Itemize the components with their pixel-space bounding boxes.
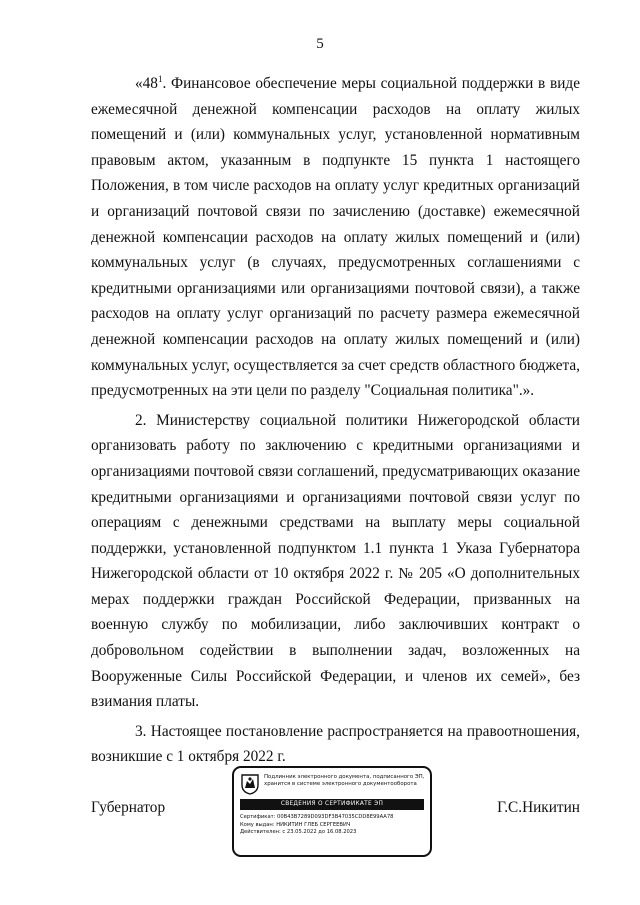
signatory-position: Губернатор: [91, 799, 166, 816]
stamp-validity: Действителен: с 23.05.2022 до 16.08.2023: [240, 829, 357, 835]
paragraph-3: 3. Настоящее постановление распространяется на правоотношения, возникшие с 1 октября 2022 г.: [91, 722, 580, 766]
page-number: 5: [316, 36, 324, 52]
paragraph-48-1-superscript: 1: [157, 74, 163, 84]
stamp-note: Подлинник электронного документа, подписанного ЭП, хранится в системе электронного документооборота: [264, 774, 425, 787]
paragraph-48-1-number: «48: [135, 75, 158, 92]
coat-of-arms-icon: [240, 773, 260, 795]
stamp-title: СВЕДЕНИЯ О СЕРТИФИКАТЕ ЭП: [240, 799, 424, 810]
paragraph-2: 2. Министерству социальной политики Нижегородской области организовать работу по заключению с кредитными организациями и организациями почтовой связи соглашений, предусматривающих оказание кредитными организациями и организациями почтовой связи услуг по операциям с денежными средствами на выплату меры социальной поддержки, установленной подпунктом 1.1 пункта 1 Указа Губернатора Нижегородской области от 10 октября 2022 г. № 205 «О дополнительных мерах поддержки граждан Российской Федерации, призванных на военную службу по мобилизации, либо заключивших контракт о добровольном содействии в выполнении задач, возложенных на Вооруженные Силы Российской Федерации, и членов их семей», без взимания платы.: [91, 411, 580, 711]
signatory-name: Г.С.Никитин: [497, 799, 580, 816]
stamp-certificate: Сертификат: 00B43B7289D093DF3B47035CDD8E99AA78: [240, 814, 394, 820]
electronic-signature-stamp: [232, 766, 432, 857]
paragraph-48-1-text: . Финансовое обеспечение меры социальной поддержки в виде ежемесячной денежной компенсации расходов на оплату жилых помещений и (или) коммунальных услуг, установленной нормативным правовым актом, указанным в подпункте 15 пункта 1 настоящего Положения, в том числе расходов на оплату услуг кредитных организаций и организаций почтовой связи по зачислению (доставке) ежемесячной денежной компенсации расходов на оплату жилых помещений и (или) коммунальных услуг (в случаях, предусмотренных соглашениями с кредитными организациями или организациями почтовой связи), а также расходов на оплату услуг организаций по расчету размера ежемесячной денежной компенсации расходов на оплату жилых помещений и (или) коммунальных услуг, осуществляется за счет средств областного бюджета, предусмотренных на эти цели по разделу "Социальная политика".».: [91, 75, 580, 400]
document-body: [91, 71, 580, 770]
paragraph-48-1: [91, 71, 580, 404]
stamp-details: [240, 814, 426, 837]
stamp-issued-to: Кому выдан: НИКИТИН ГЛЕБ СЕРГЕЕВИЧ: [240, 821, 351, 828]
